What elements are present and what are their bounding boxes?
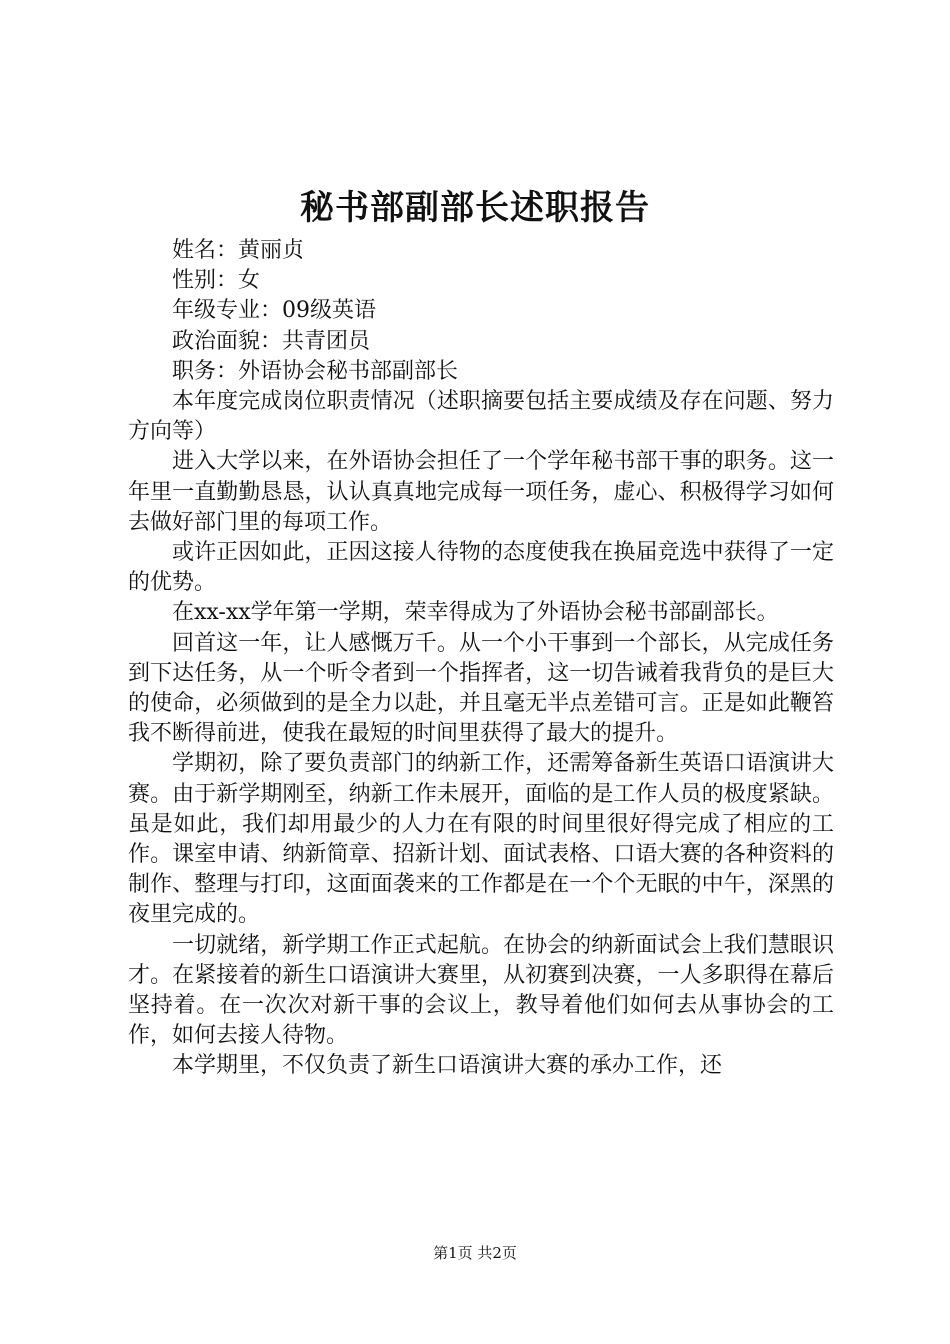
summary-heading: 本年度完成岗位职责情况（述职摘要包括主要成绩及存在问题、努力方向等） [128, 389, 834, 445]
position-line: 职务：外语协会秘书部副部长 [172, 358, 459, 384]
body-paragraph: 在xx-xx学年第一学期，荣幸得成为了外语协会秘书部副部长。 [172, 600, 779, 626]
body-paragraph: 回首这一年，让人感慨万千。从一个小干事到一个部长，从完成任务到下达任务，从一个听令者到一个指挥者，这一切告诫着我背负的是巨大的使命，必须做到的是全力以赴，并且毫无半点差错可言。正是如此鞭笞我不断得前进，使我在最短的时间里获得了最大的提升。 [128, 630, 834, 747]
document-body [128, 236, 834, 1082]
gender-line: 性别：女 [172, 268, 261, 294]
name-line: 姓名：黄丽贞 [172, 238, 305, 263]
body-paragraph: 学期初，除了要负责部门的纳新工作，还需筹备新生英语口语演讲大赛。由于新学期刚至，纳新工作未展开，面临的是工作人员的极度紧缺。虽是如此，我们却用最少的人力在有限的时间里很好得完成了相应的工作。课室申请、纳新简章、招新计划、面试表格、口语大赛的各种资料的制作、整理与打印，这面面袭来的工作都是在一个个无眠的中午，深黑的夜里完成的。 [128, 751, 834, 928]
document-title: 秘书部副部长述职报告 [300, 188, 650, 228]
political-status-line: 政治面貌：共青团员 [172, 328, 371, 354]
page-number-footer: 第1页 共2页 [433, 1244, 517, 1262]
body-paragraph: 进入大学以来，在外语协会担任了一个学年秘书部干事的职务。这一年里一直勤勤恳恳，认认真真地完成每一项任务，虚心、积极得学习如何去做好部门里的每项工作。 [128, 449, 834, 535]
body-paragraph: 或许正因如此，正因这接人待物的态度使我在换届竞选中获得了一定的优势。 [128, 540, 834, 596]
body-paragraph: 本学期里，不仅负责了新生口语演讲大赛的承办工作，还 [172, 1053, 723, 1079]
body-paragraph: 一切就绪，新学期工作正式起航。在协会的纳新面试会上我们慧眼识才。在紧接着的新生口语演讲大赛里，从初赛到决赛，一人多职得在幕后坚持着。在一次次对新干事的会议上，教导着他们如何去从事协会的工作，如何去接人待物。 [128, 932, 834, 1049]
grade-major-line: 年级专业：09级英语 [172, 298, 376, 324]
